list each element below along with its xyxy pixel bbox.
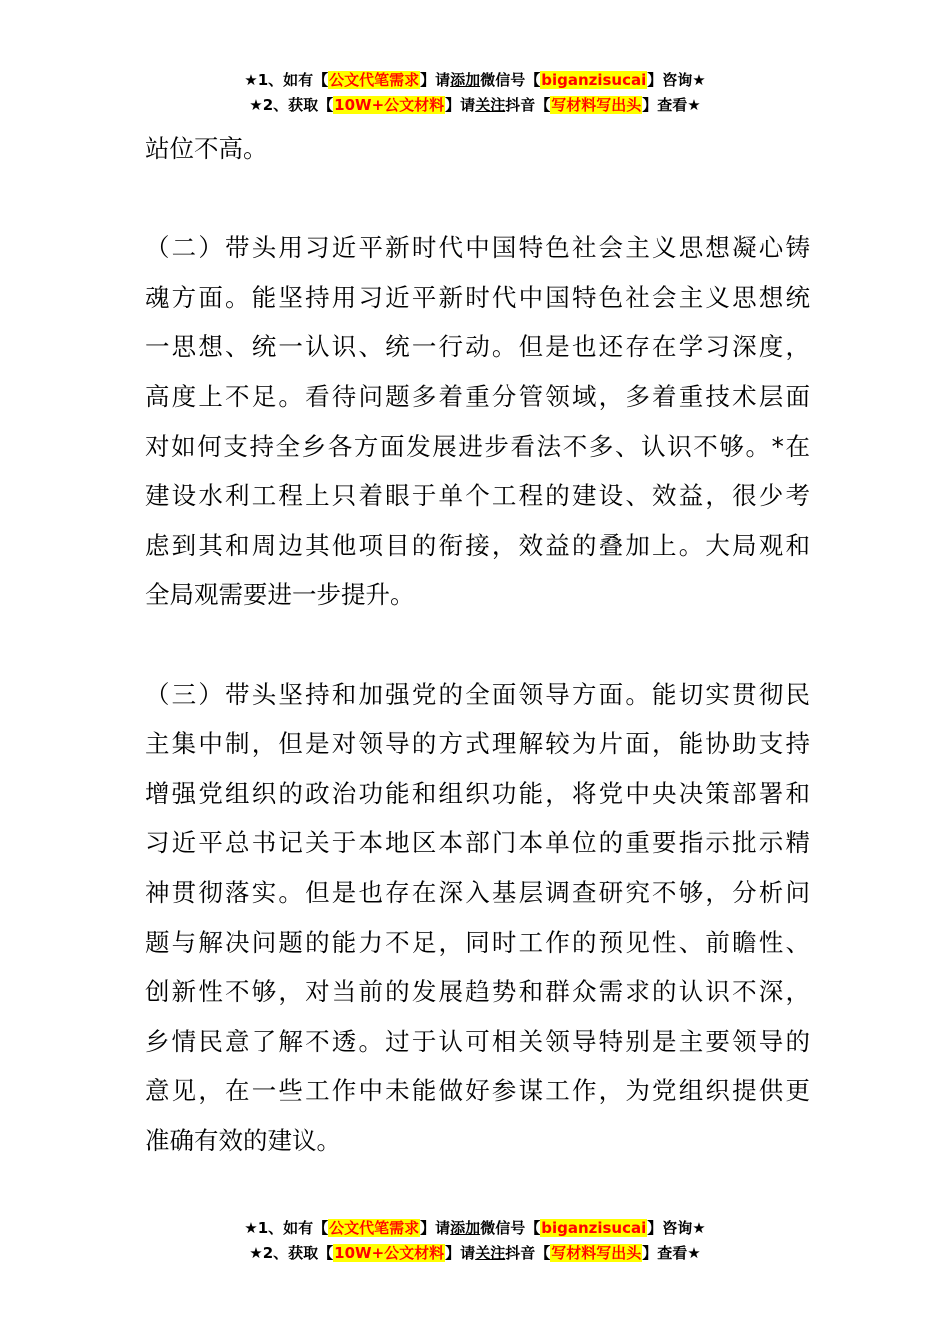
text-line: 习近平总书记关于本地区本部门本单位的重要指示批示精 — [145, 828, 810, 858]
highlight-text: 公文代笔需求 — [329, 1219, 420, 1237]
banner-text: 】请 — [445, 96, 476, 114]
text-line: 一思想、统一认识、统一行动。但是也还存在学习深度， — [145, 332, 810, 362]
text-line: 魂方面。能坚持用习近平新时代中国特色社会主义思想统 — [145, 282, 810, 312]
banner-text: 】咨询 — [647, 71, 693, 89]
text-line: 增强党组织的政治功能和组织功能，将党中央决策部署和 — [145, 778, 810, 808]
text-line: 题与解决问题的能力不足，同时工作的预见性、前瞻性、 — [145, 927, 810, 957]
highlight-text: 10W+公文材料 — [334, 96, 445, 114]
banner-text: 】请 — [420, 71, 451, 89]
text-line: 准确有效的建议。 — [145, 1125, 341, 1155]
star-icon: ★ — [692, 1219, 706, 1237]
banner-text: 微信号【 — [480, 1219, 541, 1237]
star-icon: ★ — [244, 71, 258, 89]
paragraph-gap — [145, 620, 810, 670]
banner-text: 】请 — [420, 1219, 451, 1237]
star-icon: ★ — [687, 1244, 701, 1262]
banner-text: 】查看 — [642, 1244, 688, 1262]
footer-banner — [0, 1216, 950, 1266]
underlined-text: 关注 — [475, 1244, 506, 1262]
star-icon: ★ — [687, 96, 701, 114]
text-line: 全局观需要进一步提升。 — [145, 580, 415, 610]
banner-text: 】咨询 — [647, 1219, 693, 1237]
underlined-text: 添加 — [450, 1219, 481, 1237]
text-line: 主集中制，但是对领导的方式理解较为片面，能协助支持 — [145, 729, 810, 759]
star-icon: ★ — [244, 1219, 258, 1237]
banner-text: 抖音【 — [505, 96, 551, 114]
text-line: 对如何支持全乡各方面发展进步看法不多、认识不够。*在 — [145, 431, 810, 461]
text-line: 意见，在一些工作中未能做好参谋工作，为党组织提供更 — [145, 1076, 810, 1106]
underlined-text: 关注 — [475, 96, 506, 114]
banner-text: 】请 — [445, 1244, 476, 1262]
banner-text: 抖音【 — [505, 1244, 551, 1262]
banner-text: 2、获取【 — [262, 96, 334, 114]
text-line: 乡情民意了解不透。过于认可相关领导特别是主要领导的 — [145, 1026, 810, 1056]
banner-line-1 — [0, 1216, 950, 1241]
text-line: （二）带头用习近平新时代中国特色社会主义思想凝心铸 — [145, 233, 810, 263]
header-banner — [0, 68, 950, 118]
star-icon: ★ — [249, 96, 263, 114]
star-icon: ★ — [692, 71, 706, 89]
banner-text: 1、如有【 — [257, 71, 329, 89]
douyin-account: 写材料写出头 — [551, 1244, 642, 1262]
star-icon: ★ — [249, 1244, 263, 1262]
text-line: 站位不高。 — [145, 134, 268, 163]
text-line: 神贯彻落实。但是也存在深入基层调查研究不够，分析问 — [145, 877, 810, 907]
text-line: 建设水利工程上只着眼于单个工程的建设、效益，很少考 — [145, 481, 810, 511]
banner-text: 】查看 — [642, 96, 688, 114]
banner-line-2 — [0, 1241, 950, 1266]
text-line: 高度上不足。看待问题多着重分管领域，多着重技术层面 — [145, 381, 810, 411]
wechat-id: biganzisucai — [541, 1219, 647, 1237]
text-line: 虑到其和周边其他项目的衔接，效益的叠加上。大局观和 — [145, 530, 810, 560]
banner-line-1 — [0, 68, 950, 93]
text-line: （三）带头坚持和加强党的全面领导方面。能切实贯彻民 — [145, 679, 810, 709]
document-body — [145, 124, 810, 1165]
text-line: 创新性不够，对当前的发展趋势和群众需求的认识不深， — [145, 977, 810, 1007]
banner-text: 微信号【 — [480, 71, 541, 89]
banner-text: 2、获取【 — [262, 1244, 334, 1262]
highlight-text: 10W+公文材料 — [334, 1244, 445, 1262]
douyin-account: 写材料写出头 — [551, 96, 642, 114]
banner-line-2 — [0, 93, 950, 118]
highlight-text: 公文代笔需求 — [329, 71, 420, 89]
banner-text: 1、如有【 — [257, 1219, 329, 1237]
underlined-text: 添加 — [450, 71, 481, 89]
paragraph-gap — [145, 174, 810, 224]
wechat-id: biganzisucai — [541, 71, 647, 89]
